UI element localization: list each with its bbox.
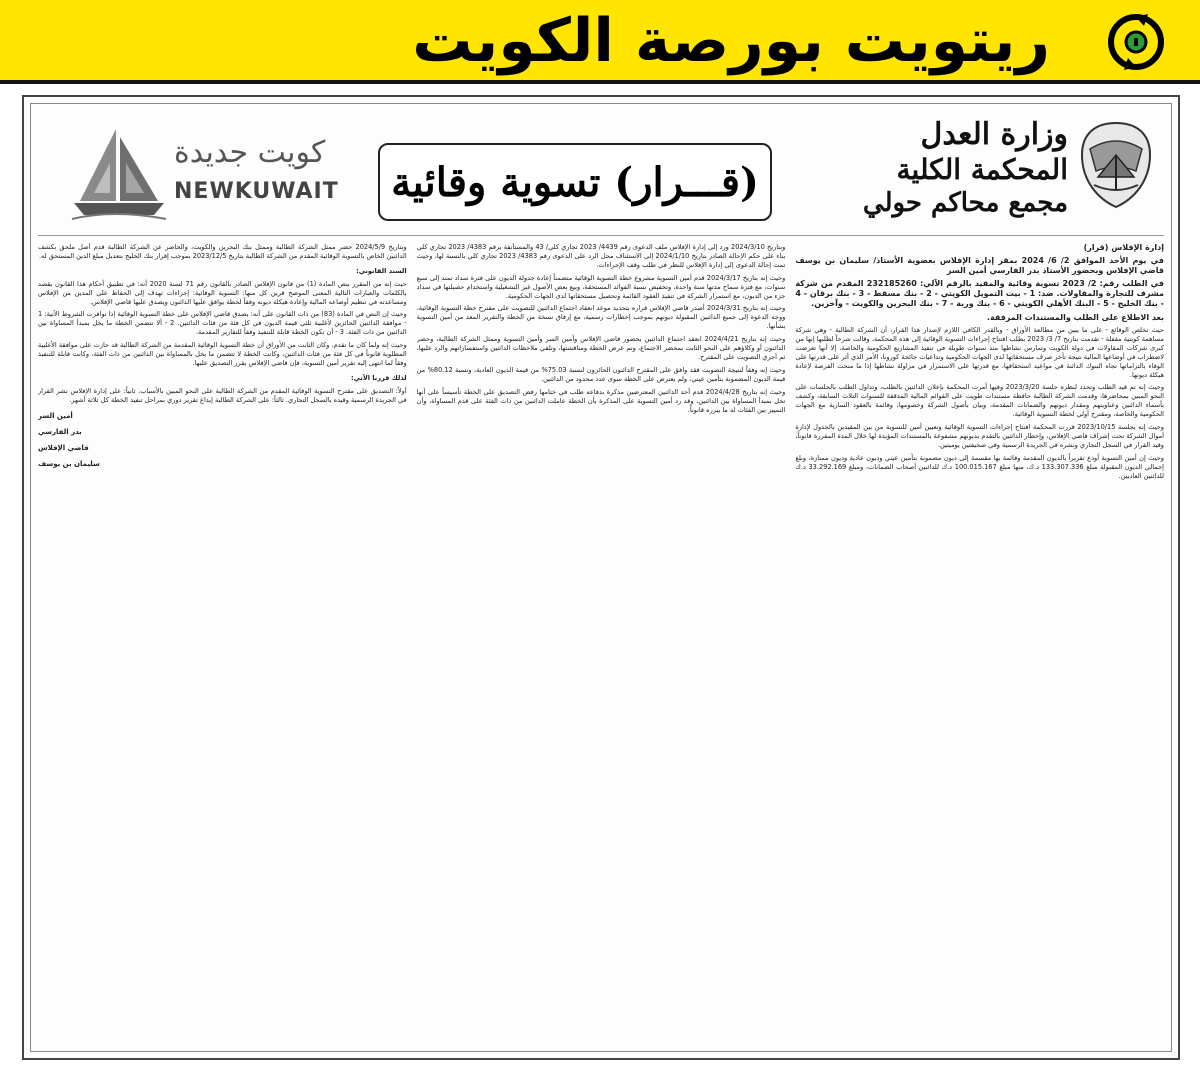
section-heading: لذلك قررنا الآتي: [351, 373, 407, 382]
paragraph: حيث تخلص الوقائع - على ما يبين من مطالعة الأوراق - وبالقدر الكافي اللازم لإصدار هذا القرار، أن الشركة الطالبة - وهي شركة مساهمة كويتية مقفلة - تقدمت بتاريخ 7/ 3/ 2023 بطلب افتتاح إجراءات التسوية الوقائية إلى هذه المحكمة، وقالت شرحاً لطلبها إنها من كبرى شركات المقاولات في دولة الكويت وتمارس نشاطها منذ سنوات طويلة في تنفيذ المشاريع الحكومية والخاصة، إلا أنها تعرضت لاضطراب في أوضاعها المالية نتيجة تأخر صرف مستحقاتها لدى الجهات الحكومية وتداعيات جائحة كورونا، الأمر الذي أثر على قدرتها على الوفاء بالتزاماتها تجاه البنوك الدائنة في مواعيد استحقاقها، مع قدرتها على الاستمرار في مزاولة نشاطها إذا ما منحت الفرصة لإعادة هيكلة ديونها. [795, 326, 1164, 379]
decision-title-box [378, 143, 772, 221]
paragraph: وبتاريخ 2024/5/9 حضر ممثل الشركة الطالبة وممثل بنك البحرين والكويت، والحاضر عن الشركة الطالبة قدم أصل ملحق بكشف الدائنين الخاص بالتسوية الوقائية المقدم من الشركة الطالبة بتاريخ 2023/12/5 بموجب إقرار بنك الخليج بتعديل مبلغ الدين المستحق له. [37, 243, 407, 260]
paragraph: وحيث إنه بجلسة 2023/10/15 قررت المحكمة افتتاح إجراءات التسوية الوقائية وتعيين أمين للتسوية من بين المقيدين بالجدول لإدارة أموال الشركة تحت إشراف قاضي الإفلاس، وإخطار الدائنين بالتقدم بديونهم مشفوعة بالمستندات المؤيدة لها خلال المدة المقررة قانوناً، وقيد القرار في السجل التجاري ونشره في الجريدة الرسمية وفي صحيفتين يوميتين. [795, 423, 1164, 449]
paragraph: وحيث إنه بتاريخ 2024/3/31 أصدر قاضي الإفلاس قراره بتحديد موعد انعقاد اجتماع الدائنين للتصويت على مقترح خطة التسوية الوقائية، ووجه الدعوة إلى جميع الدائنين المقبولة ديونهم بموجب إخطارات رسمية، مع إرفاق نسخة من الخطة والتقرير المعد من أمين التسوية بشأنها. [416, 304, 786, 331]
paragraph: وحيث إنه بتاريخ 2024/4/28 قدم أحد الدائنين المعترضين مذكرة بدفاعه طلب في ختامها رفض التصديق على الخطة تأسيساً على أنها تخل بمبدأ المساواة بين الدائنين، وقد رد أمين التسوية على المذكرة بأن الخطة عاملت الدائنين من ذات الفئة على قدم المساواة، وأن التمييز بين الفئات له ما يبرره قانوناً. [416, 387, 786, 414]
brand-banner [0, 0, 1200, 84]
header-divider [38, 235, 1164, 236]
section-heading: السند القانوني: [356, 266, 407, 275]
notice-body [38, 243, 1164, 1046]
paragraph: في يوم الأحد الموافق 2/ 6/ 2024 بمقر إدارة الإفلاس بعضوية الأستاذ/ سليمان بن يوسف قاضي الإفلاس وبحضور الأستاذ بدر الفارسي أمين السر [795, 256, 1164, 275]
kuwait-emblem-icon [1076, 119, 1156, 211]
decision-title: (قـــرار) تسوية وقائية [391, 158, 759, 206]
new-kuwait-logo-arabic: كويت جديدة [174, 135, 326, 170]
signature-title: أمين السر [37, 411, 73, 420]
paragraph: وحيث إنه بتاريخ 2024/3/17 قدم أمين التسوية مشروع خطة التسوية الوقائية متضمناً إعادة جدولة الديون على فترة سداد تمتد إلى سبع سنوات، مع فترة سماح مدتها سنة واحدة، وتخفيض نسبة الفوائد المستحقة، وبيع بعض الأصول غير التشغيلية واستخدام حصيلتها في سداد جزء من الديون، مع استمرار الشركة في تنفيذ العقود القائمة وتحصيل مستحقاتها لدى الجهات الحكومية. [416, 273, 786, 300]
signature-name: بدر الفارسي [37, 427, 82, 436]
brand-name: ريتويت بورصة الكويت [412, 6, 1050, 76]
text-column-3 [38, 243, 407, 1046]
paragraph: وحيث إنه وفقاً لنتيجة التصويت فقد وافق على المقترح الدائنون الحائزون لنسبة 75.03% من قيمة الديون العادية، ونسبة 80.12% من قيمة الديون المضمونة بتأمين عيني، ولم يعترض على الخطة سوى عدد محدود من الدائنين. [416, 365, 786, 383]
paragraph: حيث إنه من المقرر بنص المادة (1) من قانون الإفلاس الصادر بالقانون رقم 71 لسنة 2020 أنه: في تطبيق أحكام هذا القانون يقصد بالكلمات والعبارات التالية المعنى الموضح قرين كل منها: التسوية الوقائية: إجراءات تهدف إلى الحفاظ على المدين من الإفلاس ومساعدته في تنظيم أوضاعه المالية وإعادة هيكلة ديونه وفقاً لخطة يوافق عليها الدائنون ويصدق عليها قاضي الإفلاس. [37, 279, 407, 306]
text-column-2 [417, 243, 786, 1046]
paragraph: وحيث إنه تم قيد الطلب وتحدد لنظره جلسة 2023/3/20 وفيها أمرت المحكمة بإعلان الدائنين بالطلب، وتداول الطلب بالجلسات على النحو المبين بمحاضرها، وقدمت الشركة الطالبة حافظة مستندات طويت على القوائم المالية المدققة للسنوات الثلاث السابقة، وكشف بأسماء الدائنين وعناوينهم ومقدار ديونهم والضمانات المقدمة، وبيان بأصول الشركة وخصومها، وقائمة بالعقود السارية مع الجهات الحكومية والخاصة، ومقترح أولي لخطة التسوية الوقائية. [795, 383, 1164, 419]
signature-name: سليمان بن يوسف [37, 459, 100, 468]
paragraph: في الطلب رقم: 2/ 2023 تسوية وقائية والمقيد بالرقم الآلي: 232185260 المقدم من شركة مشرف للتجارة والمقاولات. ضد: 1 - بيت التمويل الكويتي - 2 - بنك مسقط - 3 - بنك برقان - 4 - بنك الخليج - 5 - البنك الأهلي الكويتي - 6 - بنك وربة - 7 - بنك البحرين والكويت - وآخرين. [795, 279, 1164, 308]
paragraph: وبتاريخ 2024/3/10 ورد إلى إدارة الإفلاس ملف الدعوى رقم 4439/ 2023 تجاري كلي/ 43 والمستأنفة برقم 4383/ 2023 تجاري كلي بناء على حكم الإحالة الصادر بتاريخ 2024/1/10 إلى الاستئناف محل الرد على الدعوى رقم 4383/ 2023 تجاري كلي بالنسبة لها، وحيث تمت إحالة الدعوى إلى إدارة الإفلاس للنظر في طلب وقف الإجراءات. [416, 243, 786, 269]
paragraph: وحيث إن أمين التسوية أودع تقريراً بالديون المقدمة وقائمة بها مقسمة إلى ديون مضمونة بتأمين عيني وديون عادية وديون ممتازة، وبلغ إجمالي الديون المقبولة مبلغ 133.307.336 د.ك، منها مبلغ 100.015.167 د.ك للدائنين أصحاب الضمانات، ومبلغ 33.292.169 د.ك للدائنين العاديين. [795, 453, 1164, 480]
paragraph: إدارة الإفلاس (قرار) [1083, 243, 1164, 252]
ministry-name: وزارة العدل [920, 117, 1068, 152]
court-notice-page [22, 95, 1180, 1060]
retweet-cycle-icon [1104, 10, 1168, 74]
text-column-1 [795, 243, 1164, 1046]
signature-title: قاضي الإفلاس [37, 443, 89, 452]
new-kuwait-logo-english: NEWKUWAIT [174, 179, 339, 204]
paragraph: وحيث إنه بتاريخ 2024/4/21 انعقد اجتماع الدائنين بحضور قاضي الإفلاس وأمين السر وأمين التسوية وممثل الشركة الطالبة، وحضر الدائنون أو وكلاؤهم على النحو الثابت بمحضر الاجتماع، وتم عرض الخطة ومناقشتها، وتلقي ملاحظات الدائنين واستفساراتهم والرد عليها، ثم أجري التصويت على المقترح. [416, 335, 786, 361]
court-complex-name: مجمع محاكم حولي [862, 188, 1068, 218]
section-heading: بعد الاطلاع على الطلب والمستندات المرفقة. [986, 313, 1164, 322]
ministry-heading [858, 117, 1068, 219]
paragraph: وحيث إنه ولما كان ما تقدم، وكان الثابت من الأوراق أن خطة التسوية الوقائية المقدمة من الشركة الطالبة قد حازت على موافقة الأغلبية المطلوبة قانوناً في كل فئة من فئات الدائنين، وكانت الخطة لا تتضمن ما يخل بالمساواة بين الدائنين من ذات الفئة، وكانت قابلة للتنفيذ وفقاً لما انتهى إليه تقرير أمين التسوية، فإن قاضي الإفلاس يقرر التصديق عليها. [37, 341, 407, 367]
paragraph: وحيث إن النص في المادة (83) من ذات القانون على أنه: يصدق قاضي الإفلاس على خطة التسوية الوقائية إذا توافرت الشروط الآتية: 1 - موافقة الدائنين الحائزين لأغلبية ثلثي قيمة الديون في كل فئة من فئات الدائنين. 2 - ألا تتضمن الخطة ما يخل بمبدأ المساواة بين الدائنين من ذات الفئة. 3 - أن تكون الخطة قابلة للتنفيذ وفقاً للتقارير المقدمة. [37, 310, 407, 337]
paragraph: أولاً: التصديق على مقترح التسوية الوقائية المقدم من الشركة الطالبة على النحو المبين بالأسباب. ثانياً: على إدارة الإفلاس نشر القرار في الجريدة الرسمية وقيده بالسجل التجاري. ثالثاً: على الشركة الطالبة إيداع تقرير دوري بمراحل تنفيذ الخطة كل ثلاثة أشهر. [37, 386, 407, 404]
court-name: المحكمة الكلية [896, 153, 1068, 186]
